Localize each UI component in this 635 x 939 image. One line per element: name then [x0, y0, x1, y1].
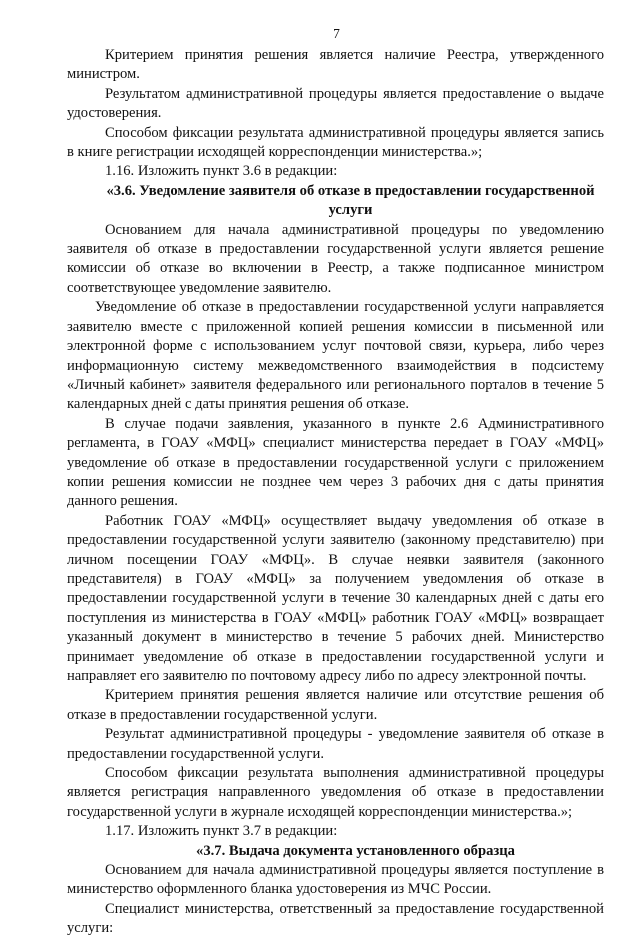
paragraph-fixation-record: Способом фиксации результата административной процедуры является запись в книге регистрации исходящей корреспонденции министерства.»; — [67, 124, 604, 161]
paragraph-refusal-notification: Уведомление об отказе в предоставлении государственной услуги направляется заявителю вместе с приложенной копией решения комиссии в письменной или электронной форме с использованием услуг почтовой связи, курьера, либо через информационную систему межведомственного взаимодействия в подсистему «Личный кабинет» заявителя федерального или регионального порталов в течение 5 календарных дней с даты принятия решения об отказе. — [67, 299, 604, 413]
paragraph-specialist: Специалист министерства, ответственный за предоставление государственной услуги: — [67, 900, 604, 937]
paragraph-result-certificate: Результатом административной процедуры является предоставление о выдаче удостоверения. — [67, 85, 604, 122]
section-heading-3-6: «3.6. Уведомление заявителя об отказе в предоставлении государственной услуги — [106, 182, 595, 219]
paragraph-mfc-issuance: Работник ГОАУ «МФЦ» осуществляет выдачу уведомления об отказе в предоставлении государственной услуги заявителю (законному представителю) при личном посещении ГОАУ «МФЦ». В случае неявки заявителя (законного представителя) в ГОАУ «МФЦ» за получением уведомления об отказе в предоставлении государственной услуги в течение 30 календарных дней с даты его поступления из министерства в ГОАУ «МФЦ» работник ГОАУ «МФЦ» возвращает указанный документ в министерство в течение 5 рабочих дней. Министерство принимает уведомление об отказе в предоставлении государственной услуги и направляет его заявителю по почтовому адресу либо по адресу электронной почты. — [67, 512, 604, 684]
paragraph-grounds-refusal: Основанием для начала административной процедуры по уведомлению заявителя об отказе в предоставлении государственной услуги является решение комиссии об отказе во включении в Реестр, а также подписанное министром соответствующее уведомление заявителю. — [67, 221, 604, 296]
paragraph-grounds-issuance: Основанием для начала административной процедуры является поступление в министерство оформленного бланка удостоверения из МЧС России. — [67, 862, 604, 898]
page-number: 7 — [333, 26, 340, 41]
paragraph-amendment-1-16: 1.16. Изложить пункт 3.6 в редакции: — [105, 163, 338, 180]
section-heading-3-7: «3.7. Выдача документа установленного образца — [196, 842, 515, 859]
paragraph-procedure-result: Результат административной процедуры - уведомление заявителя об отказе в предоставлении государственной услуги. — [67, 726, 604, 762]
paragraph-fixation-journal: Способом фиксации результата выполнения административной процедуры является регистрация направленного уведомления об отказе в предоставлении государственной услуги в журнале исходящей корреспонденции министерства.»; — [67, 765, 604, 820]
paragraph-registry-criterion: Критерием принятия решения является наличие Реестра, утвержденного министром. — [67, 47, 604, 83]
paragraph-mfc-application: В случае подачи заявления, указанного в пункте 2.6 Административного регламента, в ГОАУ «МФЦ» специалист министерства передает в ГОАУ «МФЦ» уведомление об отказе в предоставлении государственной услуги с приложением копии решения комиссии не позднее чем через 3 рабочих дня с даты принятия данного решения. — [67, 415, 604, 510]
paragraph-decision-criterion: Критерием принятия решения является наличие или отсутствие решения об отказе в предоставлении государственной услуги. — [67, 687, 604, 723]
paragraph-amendment-1-17: 1.17. Изложить пункт 3.7 в редакции: — [105, 823, 338, 840]
